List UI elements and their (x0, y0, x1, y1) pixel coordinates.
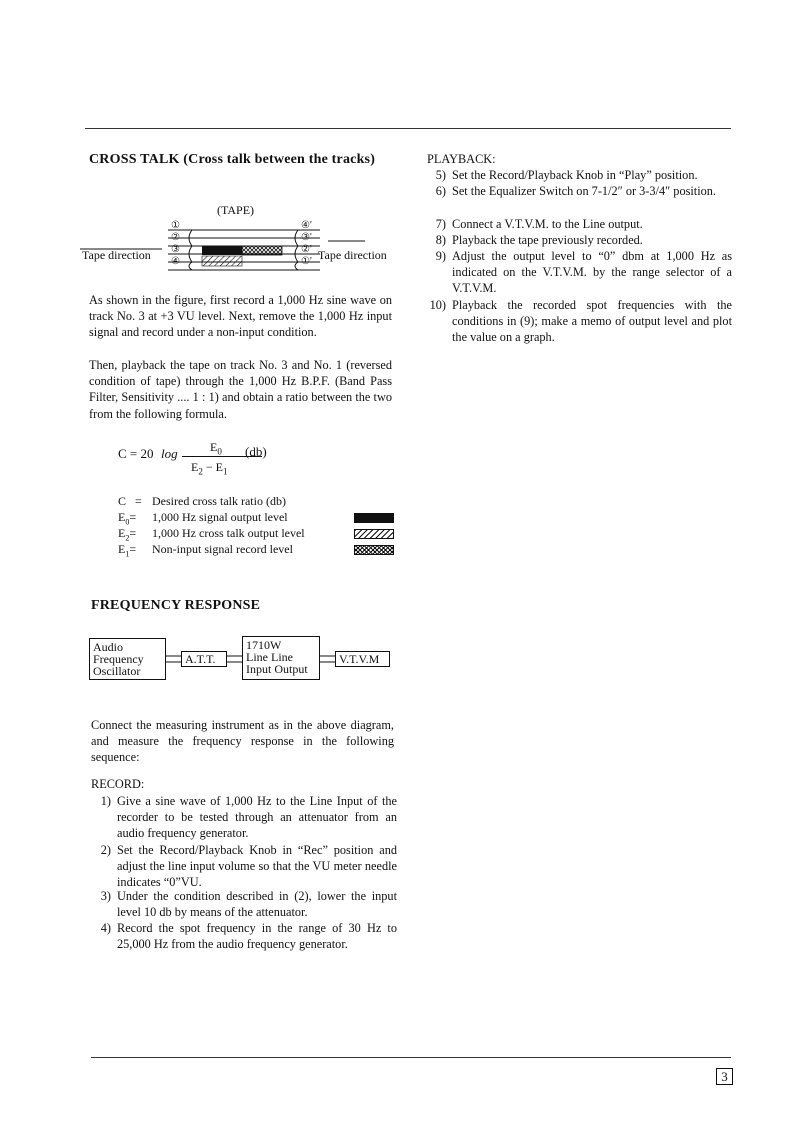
record-step-1-num: 1) (100, 794, 111, 808)
def-e0: $E_0=$ (118, 510, 137, 527)
playback-step-9-text: Adjust the output level to “0” dbm at 1,000 Hz as indicated on the V.T.V.M. by the range selector of a V.T.V.M. (452, 249, 732, 296)
def-e1-text: Non-input signal record level (152, 542, 293, 556)
track-1-right: ①' (301, 256, 312, 267)
crosstalk-para-1: As shown in the figure, first record a 1,000 Hz sine wave on track No. 3 at +3 VU level. Next, remove the 1,000 Hz input signal and record under a non-input condition. (89, 293, 392, 340)
recorder-model: 1710W (246, 638, 282, 652)
formula-numerator: $E_0$ (210, 440, 222, 457)
def-e1: $E_1=$ (118, 542, 137, 559)
playback-step-9 (422, 248, 734, 298)
bottom-rule (91, 1057, 731, 1058)
record-step-2-text: Set the Record/Playback Knob in “Rec” position and adjust the line input volume so that the VU meter needle indicates “0”VU. (117, 843, 397, 890)
top-rule (85, 128, 731, 129)
freq-intro: Connect the measuring instrument as in the above diagram, and measure the frequency response in the following sequence: (91, 718, 394, 765)
playback-step-5 (422, 167, 734, 184)
swatch-solid (354, 513, 394, 523)
recorder-line-line: Line Line (246, 650, 293, 664)
playback-heading: PLAYBACK: (427, 152, 496, 166)
track-2-left: ② (171, 232, 180, 243)
playback-step-10-text: Playback the recorded spot frequencies with the conditions in (9); make a memo of output level and plot the value on a graph. (452, 298, 732, 345)
record-step-1 (87, 793, 397, 843)
formula-lhs: C = 20 (118, 446, 154, 461)
playback-step-10 (422, 297, 734, 347)
record-step-3 (87, 888, 397, 922)
playback-step-5-num: 5) (435, 168, 446, 182)
recorder-input-output: Input Output (246, 662, 308, 676)
swatch-cross (354, 545, 394, 555)
formula-denominator: $E_2 - E_1$ (191, 460, 228, 477)
def-e2-text: 1,000 Hz cross talk output level (152, 526, 305, 540)
formula-log: log (161, 446, 178, 461)
crosstalk-heading: CROSS TALK (Cross talk between the tracks) (89, 152, 376, 167)
playback-step-10-num: 10) (429, 298, 446, 312)
record-step-2-num: 2) (100, 843, 111, 857)
playback-step-7-num: 7) (435, 217, 446, 231)
vtvm-box: V.T.V.M (335, 651, 390, 667)
record-step-3-num: 3) (100, 889, 111, 903)
record-step-4-num: 4) (100, 921, 111, 935)
playback-step-6 (422, 183, 734, 217)
record-step-1-text: Give a sine wave of 1,000 Hz to the Line Input of the recorder to be tested through an attenuator from an audio frequency generator. (117, 794, 397, 841)
crosstalk-para-2: Then, playback the tape on track No. 3 and No. 1 (reversed condition of tape) through the 1,000 Hz B.P.F. (Band Pass Filter, Sensitivity .... 1 : 1) and obtain a ratio between the two from the following formula. (89, 358, 392, 421)
tape-direction-right: Tape direction (318, 248, 387, 262)
track-1-left: ① (171, 220, 180, 231)
track-4-right: ④' (301, 220, 312, 231)
definitions-list (118, 493, 403, 563)
track-3-left: ③ (171, 244, 180, 255)
oscillator-line-1: Audio (93, 640, 123, 654)
def-e0-text: 1,000 Hz signal output level (152, 510, 288, 524)
crosstalk-formula (118, 440, 318, 480)
recorder-box (242, 636, 320, 680)
def-c-text: Desired cross talk ratio (db) (152, 494, 286, 508)
record-step-2 (87, 842, 397, 892)
def-c: C = (118, 494, 142, 508)
tape-diagram (80, 202, 410, 272)
playback-step-8-num: 8) (435, 233, 446, 247)
track-3-right: ③' (301, 232, 312, 243)
freq-heading: FREQUENCY RESPONSE (91, 598, 261, 613)
playback-step-6-num: 6) (435, 184, 446, 198)
oscillator-line-2: Frequency (93, 652, 144, 666)
tape-direction-left: Tape direction (82, 248, 151, 262)
playback-step-5-text: Set the Record/Playback Knob in “Play” position. (452, 168, 698, 182)
record-step-4-text: Record the spot frequency in the range of 30 Hz to 25,000 Hz from the audio frequency generator. (117, 921, 397, 952)
record-heading: RECORD: (91, 777, 145, 791)
playback-step-7-text: Connect a V.T.V.M. to the Line output. (452, 217, 643, 231)
att-box: A.T.T. (181, 651, 227, 667)
playback-step-8 (422, 232, 734, 249)
oscillator-line-3: Oscillator (93, 664, 141, 678)
page-number: 3 (716, 1068, 733, 1085)
track-4-left: ④ (171, 256, 180, 267)
playback-step-7 (422, 216, 734, 233)
playback-step-8-text: Playback the tape previously recorded. (452, 233, 643, 247)
playback-step-6-text: Set the Equalizer Switch on 7-1/2″ or 3-3/4″ position. (452, 184, 716, 198)
tape-label: (TAPE) (217, 203, 255, 217)
freq-diagram (89, 636, 399, 684)
record-step-4 (87, 920, 397, 954)
def-e2: $E_2=$ (118, 526, 137, 543)
track-2-right: ②' (301, 244, 312, 255)
playback-step-9-num: 9) (435, 249, 446, 263)
record-step-3-text: Under the condition described in (2), lower the input level 10 db by means of the attenuator. (117, 889, 397, 920)
swatch-hatch (354, 529, 394, 539)
formula-unit: (db) (245, 444, 267, 459)
